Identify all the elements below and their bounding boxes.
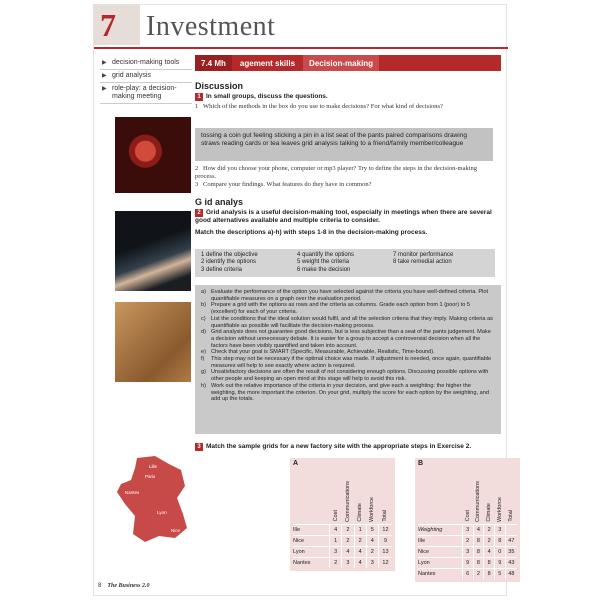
step-item: 8 take remedial action — [393, 259, 452, 266]
chapter-badge — [94, 5, 140, 45]
column-header: Communications — [475, 480, 482, 522]
france-map — [115, 456, 191, 546]
description-item: g) Unsatisfactory decisions are often the result of not considering enough options. Discussing possible options with other people and keeping an open mind at this stage will help to avoid this risk. — [201, 369, 489, 383]
chapter-number: 7 — [100, 7, 116, 43]
step-item: 7 monitor performance — [393, 252, 454, 258]
question-1: 1 Which of the methods in the box do you use to make decisions? For what kind of decisions? — [195, 103, 443, 110]
map-label: Paris — [145, 474, 156, 479]
table-row: Nice 3 8 4 0 35 — [418, 546, 517, 557]
pin-photo — [115, 302, 191, 382]
column-header: Total — [508, 509, 515, 522]
descriptions-box — [195, 285, 501, 434]
book-title: The Business 2.0 — [107, 583, 150, 589]
table-row: Ille 4 2 1 5 12 — [293, 524, 392, 535]
grid-label: A — [293, 460, 299, 467]
column-header: Climate — [486, 502, 493, 522]
objectives-list — [100, 57, 192, 104]
column-header: Total — [382, 509, 389, 522]
description-item: d) Grid analysis does not guarantee good decisions, but is less subjective than a seat of the pants judgement. Make a decision without unnecessary debate. It is easier for a group to accept a controversial decision when all the factors have been visibly quantified and taken into account. — [201, 329, 491, 349]
page-title: Investment — [146, 11, 276, 42]
map-label: Lille — [149, 464, 158, 469]
grid-b — [415, 458, 520, 582]
methods-box: tossing a coin gut feeling sticking a pin in a list seat of the pants paired comparisons drawing straws reading cards or tea leaves grid analysis talking to a friend/family member/colleague — [195, 128, 493, 161]
description-item: a) Evaluate the performance of the option you have selected against the criteria you have well-defined criteria. Plot quantifiable measures on a graph over the evaluation period. — [201, 289, 489, 302]
question-2: 2 How did you choose your phone, computer or mp3 player? Try to define the steps in the decision-making process. — [195, 165, 478, 180]
step-item: 3 define criteria — [201, 266, 243, 273]
exercise-3: 3 Match the sample grids for a new factory site with the appropriate steps in Exercise 2. — [195, 443, 501, 451]
table-row: Lyon 9 8 8 9 43 — [418, 557, 517, 568]
exercise-number: 2 — [195, 209, 203, 217]
section-subtitle: Decision-making — [303, 55, 379, 71]
exercise-2-instruction: Match the descriptions a)-h) with steps 1-8 in the decision-making process. — [195, 229, 428, 236]
page-number: 8 — [98, 583, 102, 589]
map-label: Nantes — [125, 490, 140, 495]
grid-a — [290, 458, 395, 571]
grid-a-table — [293, 472, 392, 568]
section-name: agement skills — [239, 58, 296, 68]
title-rule — [94, 47, 508, 49]
grid-analysis-heading: G id analys — [195, 197, 244, 207]
objective-item: ▶ role-play: a decision-making meeting — [100, 83, 192, 104]
table-row: Lyon 3 4 4 2 13 — [293, 546, 392, 557]
table-row: Nantes 2 3 4 3 12 — [293, 557, 392, 568]
section-bar — [195, 55, 501, 71]
description-item: b) Prepare a grid with the options as rows and the criteria as columns. Grade each option from 1 (poor) to 5 (excellent) for each of your criteria. — [201, 302, 470, 316]
step-item: 4 quantify the options — [297, 252, 355, 258]
question-3: 3 Compare your findings. What features do they have in common? — [195, 181, 372, 188]
column-header: Workforce — [496, 496, 503, 522]
description-item: f) This step may not be necessary if the optimal choice was made. If adjustment is needed, once again, quantifiable measures will help to see exactly where action is required. — [201, 356, 492, 369]
step-item: 1 define the objective — [201, 252, 258, 258]
arrow-icon: ▶ — [102, 60, 107, 66]
table-row: Ille 2 8 2 8 47 — [418, 535, 517, 546]
objective-item: ▶ grid analysis — [100, 70, 192, 83]
step-item: 2 identify the options — [201, 259, 257, 266]
column-header: Workforce — [369, 496, 376, 522]
steps-box — [195, 249, 495, 277]
exercise-2: 2 Grid analysis is a useful decision-making tool, especially in meetings when there are several good alternatives available and multiple criteria to consider. — [195, 209, 492, 224]
table-row: Weighting 3 4 2 3 — [418, 524, 517, 535]
step-item: 6 make the decision — [297, 266, 351, 273]
exercise-number: 3 — [195, 443, 203, 451]
step-item: 5 weight the criteria — [297, 259, 350, 266]
description-item: c) List the conditions that the ideal solution would fulfil, and all the selection criteria that they imply. Making criteria as quantifiable as possible will facilitate the decision-making process. — [201, 315, 493, 329]
exercise-1: 1 In small groups, discuss the questions. — [195, 93, 501, 101]
description-item: e) Check that your goal is SMART (Specific, Measurable, Achievable, Realistic, Time-bound). — [201, 349, 435, 356]
table-row: Nice 1 2 2 4 9 — [293, 535, 392, 546]
column-header: Communications — [344, 480, 351, 522]
arrow-icon: ▶ — [102, 86, 107, 92]
hand-photo — [115, 211, 191, 291]
table-row: Nantes 6 2 8 5 48 — [418, 568, 517, 579]
grid-label: B — [418, 460, 424, 467]
section-code: 7.4 Mh — [195, 55, 232, 71]
discussion-heading: Discussion — [195, 81, 244, 91]
page-footer — [98, 583, 150, 589]
column-header: Cost — [332, 510, 339, 522]
description-item: h) Work out the relative importance of the criteria in your decision, and give each a weighting: the higher the weighting, the more important the criterion. On your grid, multiply the score for each option by the weighting, and add up the totals. — [201, 382, 489, 403]
map-label: Lyon — [157, 510, 167, 515]
arrow-icon: ▶ — [102, 73, 107, 79]
dice-photo — [115, 117, 191, 193]
map-label: Nice — [171, 528, 181, 533]
exercise-number: 1 — [195, 93, 203, 101]
objective-item: ▶ decision-making tools — [100, 57, 192, 70]
column-header: Cost — [464, 510, 471, 522]
grid-b-table — [418, 472, 517, 579]
column-header: Climate — [357, 502, 364, 522]
textbook-page — [93, 4, 515, 596]
